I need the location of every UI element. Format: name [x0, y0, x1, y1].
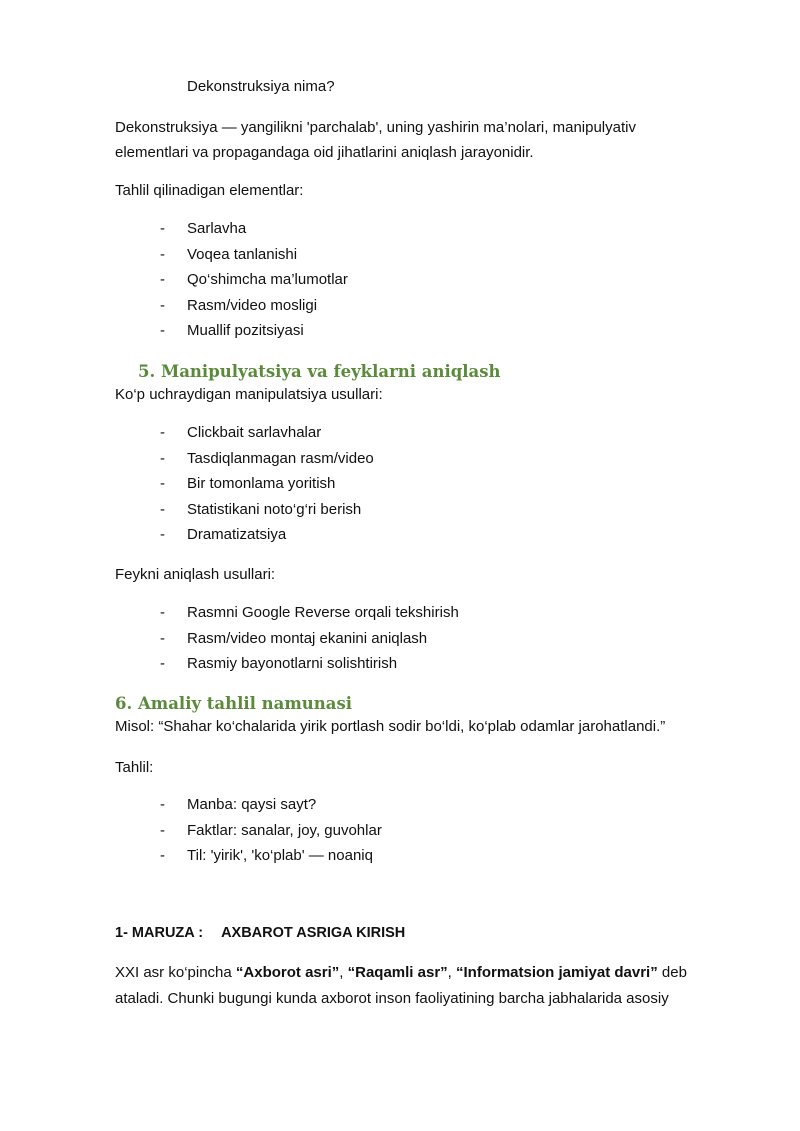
list-item: - Sarlavha — [160, 216, 348, 242]
dash-marker: - — [160, 424, 165, 441]
list-item: - Clickbait sarlavhalar — [160, 420, 374, 446]
methods-intro: Ko‘p uchraydigan manipulatsiya usullari: — [115, 386, 383, 403]
list-item: - Tasdiqlanmagan rasm/video — [160, 446, 374, 472]
section-5-heading: 5. Manipulyatsiya va feyklarni aniqlash — [138, 362, 501, 381]
dash-marker: - — [160, 245, 165, 263]
list-item: - Qo‘shimcha ma’lumotlar — [160, 267, 348, 293]
lecture-number: 1- MARUZA : — [115, 925, 204, 941]
analysis-intro: Tahlil: — [115, 759, 154, 776]
dash-marker: - — [160, 821, 165, 839]
list-item: - Bir tomonlama yoritish — [160, 471, 374, 497]
dash-marker: - — [160, 847, 165, 864]
fake-methods-list — [160, 600, 459, 677]
list-item: - Dramatizatsiya — [160, 522, 374, 548]
list-item: - Rasm/video montaj ekanini aniqlash — [160, 626, 459, 652]
lecture-heading — [115, 921, 715, 946]
section-6-heading: 6. Amaliy tahlil namunasi — [115, 694, 353, 713]
definition-line-2: elementlari va propagandaga oid jihatlarini aniqlash jarayonidir. — [115, 144, 534, 161]
dash-marker: - — [160, 629, 165, 647]
elements-list — [160, 216, 348, 344]
analysis-list — [160, 792, 382, 869]
list-item: - Til: 'yirik', 'ko‘plab' — noaniq — [160, 843, 382, 869]
list-item: - Rasmiy bayonotlarni solishtirish — [160, 651, 459, 677]
dash-marker: - — [160, 449, 165, 467]
list-item: - Rasm/video mosligi — [160, 293, 348, 319]
dash-marker: - — [160, 271, 165, 288]
elements-intro: Tahlil qilinadigan elementlar: — [115, 182, 304, 199]
list-item: - Muallif pozitsiyasi — [160, 318, 348, 344]
dash-marker: - — [160, 322, 165, 339]
lecture-paragraph-line-1: XXI asr ko‘pincha “Axborot asri”, “Raqamli asr”, “Informatsion jamiyat davri” deb — [115, 964, 687, 981]
lecture-title: AXBAROT ASRIGA KIRISH — [221, 925, 406, 941]
fake-intro: Feykni aniqlash usullari: — [115, 566, 276, 583]
dash-marker: - — [160, 796, 165, 813]
dash-marker: - — [160, 604, 165, 621]
list-item: - Rasmni Google Reverse orqali tekshirish — [160, 600, 459, 626]
methods-list — [160, 420, 374, 548]
dash-marker: - — [160, 220, 165, 237]
list-item: - Faktlar: sanalar, joy, guvohlar — [160, 818, 382, 844]
lecture-paragraph-line-2: ataladi. Chunki bugungi kunda axborot inson faoliyatining barcha jabhalarida asosiy — [115, 990, 669, 1007]
list-item: - Manba: qaysi sayt? — [160, 792, 382, 818]
dash-marker: - — [160, 655, 165, 672]
list-item: - Statistikani noto‘g‘ri berish — [160, 497, 374, 523]
dash-marker: - — [160, 296, 165, 314]
dash-marker: - — [160, 475, 165, 492]
section-title: Dekonstruksiya nima? — [187, 78, 335, 95]
definition-line-1: Dekonstruksiya — yangilikni 'parchalab', uning yashirin ma’nolari, manipulyativ — [115, 119, 636, 136]
dash-marker: - — [160, 500, 165, 518]
dash-marker: - — [160, 526, 165, 543]
list-item: - Voqea tanlanishi — [160, 242, 348, 268]
example-text: Misol: “Shahar ko‘chalarida yirik portlash sodir bo‘ldi, ko‘plab odamlar jarohatlandi.” — [115, 718, 666, 735]
